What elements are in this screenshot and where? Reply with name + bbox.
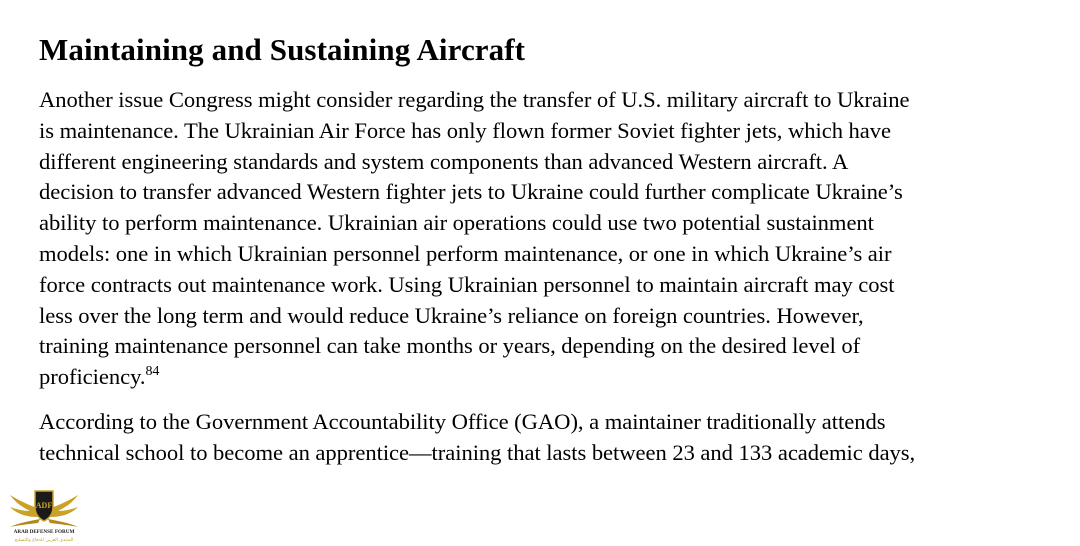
paragraph-line: models: one in which Ukrainian personnel perform maintenance, or one in which Ukraine’s air [39, 240, 892, 266]
forum-logo-icon [4, 487, 84, 545]
paragraph-maintenance [39, 85, 1075, 393]
paragraph-gao [39, 407, 1075, 469]
right-swoosh-shape [48, 519, 78, 527]
paragraph-line: technical school to become an apprentice—training that lasts between 23 and 133 academic days, [39, 439, 916, 465]
paragraph-line-text: proficiency. [39, 364, 146, 390]
logo-monogram: ADF [35, 501, 53, 510]
forum-name-text: ARAB DEFENSE FORUM [13, 529, 75, 535]
arab-defense-forum-watermark [4, 487, 84, 545]
left-swoosh-shape [10, 519, 40, 527]
paragraph-line: different engineering standards and system components than advanced Western aircraft. A [39, 148, 849, 174]
paragraph-line: According to the Government Accountability Office (GAO), a maintainer traditionally attends [39, 408, 886, 434]
paragraph-line: less over the long term and would reduce Ukraine’s reliance on foreign countries. However, [39, 302, 864, 328]
document-page [39, 30, 1075, 469]
paragraph-line: Another issue Congress might consider regarding the transfer of U.S. military aircraft to Ukraine [39, 87, 910, 112]
paragraph-line: force contracts out maintenance work. Using Ukrainian personnel to maintain aircraft may cost [39, 271, 895, 297]
section-heading: Maintaining and Sustaining Aircraft [39, 32, 526, 67]
forum-arabic-name-text: المنتدى العربي للدفاع والتسليح [14, 538, 74, 543]
paragraph-line: decision to transfer advanced Western fighter jets to Ukraine could further complicate Ukraine’s [39, 179, 903, 205]
paragraph-line: ability to perform maintenance. Ukrainian air operations could use two potential sustainment [39, 210, 874, 236]
paragraph-line: training maintenance personnel can take months or years, depending on the desired level of [39, 333, 861, 359]
paragraph-line-last [39, 362, 1075, 393]
paragraph-line: is maintenance. The Ukrainian Air Force has only flown former Soviet fighter jets, which have [39, 117, 892, 143]
footnote-reference[interactable]: 84 [145, 364, 160, 380]
